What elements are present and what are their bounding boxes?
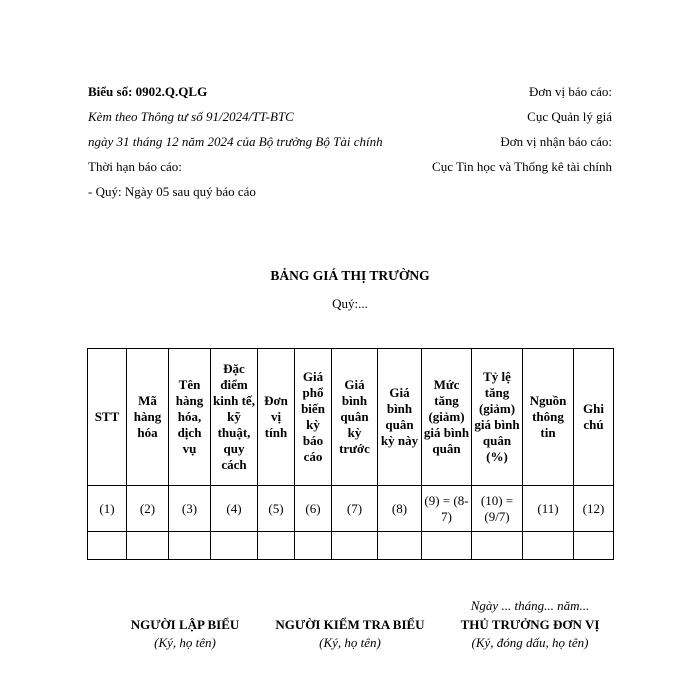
signature-block-checker (275, 616, 425, 652)
header-cell: Mức tăng (giảm) giá bình quân (422, 349, 472, 486)
header-left (88, 84, 408, 209)
reporting-unit: Cục Quản lý giá (527, 109, 612, 124)
reporting-unit-label: Đơn vị báo cáo: (528, 84, 612, 99)
form-number: Biểu số: 0902.Q.QLG (88, 84, 208, 99)
header-cell: Giá bình quân kỳ trước (332, 349, 378, 486)
header-cell: Tên hàng hóa, dịch vụ (169, 349, 211, 486)
signature-block-creator (95, 616, 275, 652)
table-header-row (88, 349, 614, 486)
creator-title: NGƯỜI LẬP BIỂU (130, 617, 240, 632)
table-cell (169, 532, 211, 560)
deadline-label: Thời hạn báo cáo: (88, 159, 182, 174)
column-number-cell: (3) (169, 486, 211, 532)
table-cell (574, 532, 614, 560)
signature-block-head (440, 616, 620, 652)
column-number-row (88, 486, 614, 532)
column-number-cell: (6) (295, 486, 332, 532)
table-cell (295, 532, 332, 560)
column-number-cell: (2) (127, 486, 169, 532)
table-cell (332, 532, 378, 560)
checker-note: (Ký, họ tên) (319, 635, 381, 650)
table-cell (258, 532, 295, 560)
issued-with: Kèm theo Thông tư số 91/2024/TT-BTC (88, 109, 294, 124)
receiving-unit-label: Đơn vị nhận báo cáo: (500, 134, 612, 149)
price-table (87, 348, 614, 560)
report-period: Quý:... (332, 296, 368, 311)
document-title: BẢNG GIÁ THỊ TRƯỜNG (270, 268, 430, 283)
issued-date: ngày 31 tháng 12 năm 2024 của Bộ trưởng Bộ Tài chính (88, 134, 383, 149)
table-cell (211, 532, 258, 560)
header-cell: Đặc điểm kinh tế, kỹ thuật, quy cách (211, 349, 258, 486)
empty-data-row (88, 532, 614, 560)
header-cell: Đơn vị tính (258, 349, 295, 486)
header-cell: Mã hàng hóa (127, 349, 169, 486)
table-cell (127, 532, 169, 560)
head-title: THỦ TRƯỞNG ĐƠN VỊ (460, 617, 600, 632)
header-cell: Giá phổ biến kỳ báo cáo (295, 349, 332, 486)
column-number-cell: (4) (211, 486, 258, 532)
column-number-cell: (11) (523, 486, 574, 532)
header-cell: Ghi chú (574, 349, 614, 486)
column-number-cell: (7) (332, 486, 378, 532)
table-cell (378, 532, 422, 560)
header-cell: STT (88, 349, 127, 486)
table-cell (422, 532, 472, 560)
signature-date: Ngày ... tháng... năm... (470, 598, 590, 613)
column-number-cell: (1) (88, 486, 127, 532)
table-cell (523, 532, 574, 560)
creator-note: (Ký, họ tên) (154, 635, 216, 650)
column-number-cell: (9) = (8-7) (422, 486, 472, 532)
head-note: (Ký, đóng dấu, họ tên) (471, 635, 589, 650)
receiving-unit: Cục Tin học và Thống kê tài chính (432, 159, 612, 174)
header-cell: Nguồn thông tin (523, 349, 574, 486)
header-cell: Tỷ lệ tăng (giảm) giá bình quân (%) (472, 349, 523, 486)
column-number-cell: (8) (378, 486, 422, 532)
deadline-value: - Quý: Ngày 05 sau quý báo cáo (88, 184, 256, 199)
table-cell (472, 532, 523, 560)
table-cell (88, 532, 127, 560)
column-number-cell: (10) = (9/7) (472, 486, 523, 532)
column-number-cell: (12) (574, 486, 614, 532)
header-right (422, 84, 612, 184)
header-cell: Giá bình quân kỳ này (378, 349, 422, 486)
column-number-cell: (5) (258, 486, 295, 532)
checker-title: NGƯỜI KIỂM TRA BIỂU (275, 617, 425, 632)
